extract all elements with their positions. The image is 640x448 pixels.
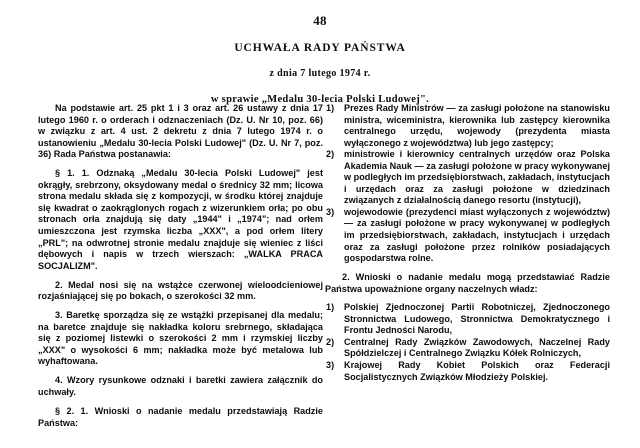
- list-item-text: Centralnej Rady Związków Zawodowych, Naczelnej Rady Spółdzielczej i Centralnego Związku Kółek Rolniczych,: [344, 336, 610, 359]
- two-column-body: [0, 103, 640, 429]
- list-marker: 2): [326, 336, 335, 347]
- document-title: UCHWAŁA RADY PAŃSTWA: [234, 42, 406, 54]
- left-column: [38, 103, 323, 429]
- list-item: [325, 360, 610, 383]
- paragraph-1-2: 2. Medal nosi się na wstążce czerwonej wieloodcieniowej rozjaśniającej się po bokach, o szerokości 32 mm.: [38, 279, 323, 302]
- page-number: 48: [313, 13, 327, 28]
- paragraph-1-1: § 1. 1. Odznaką „Medalu 30-lecia Polski Ludowej" jest okrągły, srebrzony, oksydowany medal o średnicy 32 mm; licowa strona medalu składa się z kompozycji, w środku której znajduje się kwadrat o zaokrąglonych rogach z wizerunkiem orła; po obu stronach orła znajdują się daty „1944" i „1974"; nad orłem umieszczona jest rzymska liczba „XXX", a pod orłem litery „PRL"; na odwrotnej stronie medalu znajduje się wieniec z liści dębowych i napis w trzech wierszach: „WALKA PRACA SOCJALIZM".: [38, 168, 323, 271]
- list-spacer: [325, 295, 610, 302]
- list-item: [325, 207, 610, 265]
- preamble-paragraph: Na podstawie art. 25 pkt 1 i 3 oraz art. 26 ustawy z dnia 17 lutego 1960 r. o orderach i odznaczeniach (Dz. U. Nr 10, poz. 66) w związku z art. 4 ust. 2 dekretu z dnia 7 lutego 1974 r. o ustanowieniu „Medalu 30-lecia Polski Ludowej" (Dz. U. Nr 7, poz. 36) Rada Państwa postanawia:: [38, 103, 323, 160]
- right-column: [325, 103, 610, 429]
- list-marker: 2): [326, 149, 335, 160]
- list-marker: 1): [326, 103, 335, 113]
- authorities-list-mandatory: [325, 103, 610, 265]
- document-date: z dnia 7 lutego 1974 r.: [269, 68, 371, 79]
- authorities-list-optional: [325, 302, 610, 383]
- paragraph-2-1: § 2. 1. Wnioski o nadanie medalu przedstawiają Radzie Państwa:: [38, 406, 323, 428]
- list-item: [325, 149, 610, 207]
- document-subject: w sprawie „Medalu 30-lecia Polski Ludowej".: [210, 94, 430, 105]
- list-item: [325, 302, 610, 337]
- list-marker: 1): [326, 302, 335, 313]
- list-item: [325, 103, 610, 149]
- list-marker: 3): [326, 359, 335, 370]
- paragraph-1-3: 3. Baretkę sporządza się ze wstążki przepisanej dla medalu; na baretce znajduje się nakładka koloru srebrnego, składająca się z poziomej listewki o szerokości 2 mm i rzymskiej liczby „XXX" o wysokości 6 mm; nakładka może być metalowa lub wyhaftowana.: [38, 310, 323, 367]
- document-header: [0, 42, 640, 105]
- paragraph-1-4: 4. Wzory rysunkowe odznaki i baretki zawiera załącznik do uchwały.: [38, 375, 323, 398]
- list-marker: 3): [326, 206, 335, 217]
- paragraph-2-2: 2. Wnioski o nadanie medalu mogą przedstawiać Radzie Państwa upoważnione organy naczelnych władz:: [325, 272, 610, 294]
- list-item-text: Polskiej Zjednoczonej Partii Robotniczej, Zjednoczonego Stronnictwa Ludowego, Stronnictwa Demokratycznego i Frontu Jedności Narodu,: [344, 302, 610, 336]
- list-item-text: Krajowej Rady Kobiet Polskich oraz Federacji Socjalistycznych Związków Młodzieży Polskiej.: [344, 359, 610, 382]
- list-item: [325, 337, 610, 360]
- list-item-text: wojewodowie (prezydenci miast wyłączonych z województw) — za zasługi położone w pracy wykonywanej w podległych im przedsiębiorstwach, zakładach, instytucjach i urzędach oraz za zasługi położone przez rolników posiadających gospodarstwa rolne.: [344, 206, 610, 264]
- list-item-text: ministrowie i kierownicy centralnych urzędów oraz Polska Akademia Nauk — za zasługi położone w pracy wykonywanej w podległych im przedsiębiorstwach, zakładach, instytucjach i urzędach oraz za zasługi położone w dziedzinach związanych z działalnością danego resortu (instytucji),: [344, 149, 610, 206]
- list-item-text: Prezes Rady Ministrów — za zasługi położone na stanowisku ministra, wiceministra, kierownika lub zastępcy kierownika centralnego urzędu, wojewody (prezydenta miasta wyłączonego z województwa) lub jego zastępcy;: [344, 103, 610, 148]
